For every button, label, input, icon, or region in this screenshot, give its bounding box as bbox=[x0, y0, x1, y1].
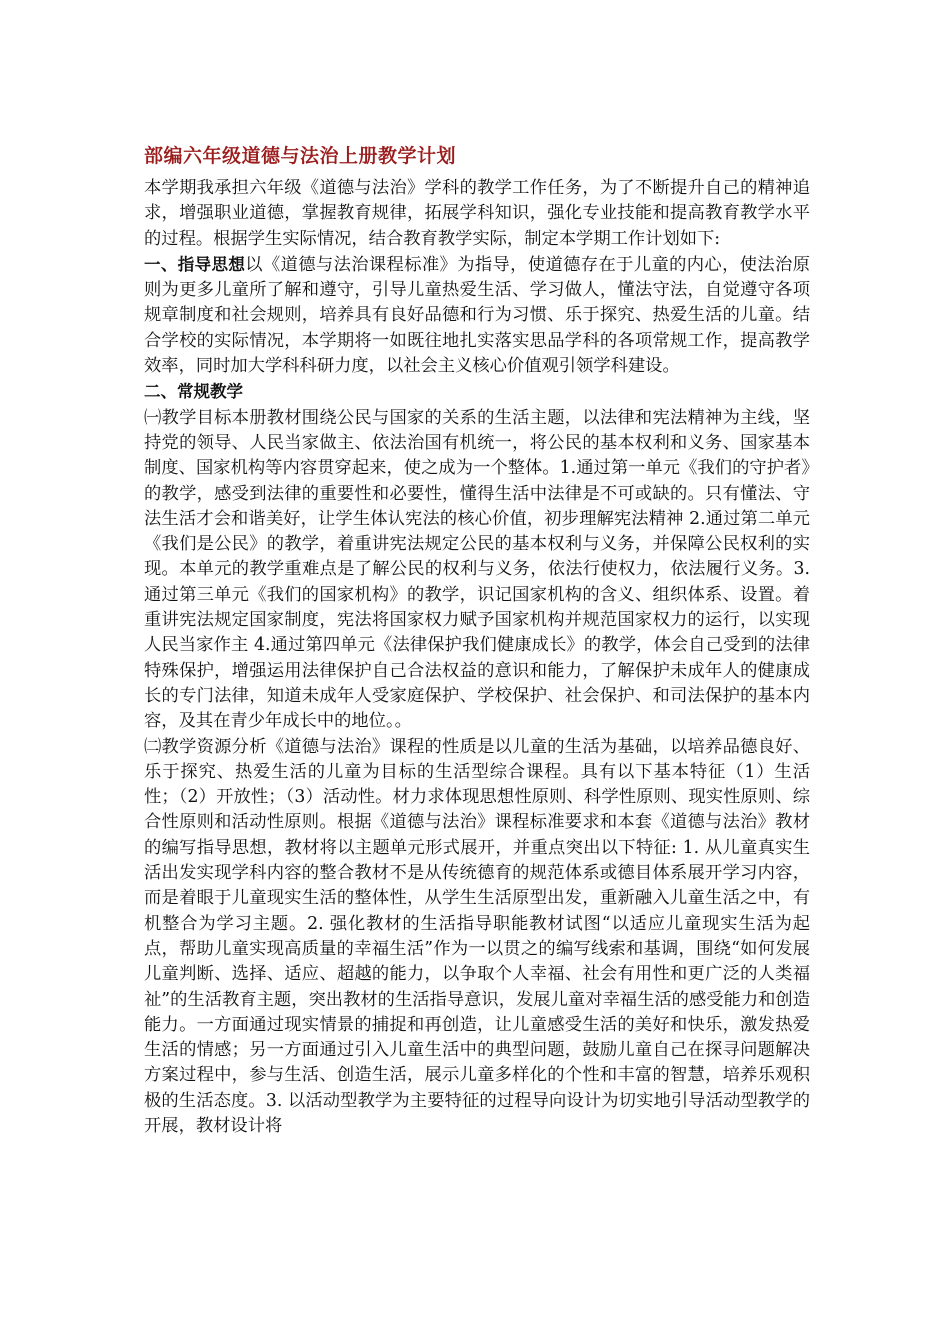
document-body bbox=[144, 176, 810, 1139]
section-guiding-thought bbox=[144, 252, 810, 379]
section-heading: 一、指导思想 bbox=[144, 254, 246, 274]
section-heading: 二、常规教学 bbox=[144, 382, 243, 402]
section-text: 以《道德与法治课程标准》为指导，使道德存在于儿童的内心，使法治原则为更多儿童所了解和遵守，引导儿童热爱生活、学习做人，懂法守法，自觉遵守各项规章制度和社会规则，培养具有良好品德和行为习惯、乐于探究、热爱生活的儿童。结合学校的实际情况，本学期将一如既往地扎实落实思品学科的各项常规工作，提高教学效率，同时加大学科科研力度，以社会主义核心价值观引领学科建设。 bbox=[144, 254, 810, 377]
intro-paragraph: 本学期我承担六年级《道德与法治》学科的教学工作任务，为了不断提升自己的精神追求，增强职业道德，掌握教育规律，拓展学科知识，强化专业技能和提高教育教学水平的过程。根据学生实际情况，结合教育教学实际，制定本学期工作计划如下: bbox=[144, 178, 810, 249]
section-regular-teaching bbox=[144, 379, 810, 405]
document-title: 部编六年级道德与法治上册教学计划 bbox=[144, 145, 457, 167]
teaching-goals-paragraph: ㈠教学目标本册教材围绕公民与国家的关系的生活主题，以法律和宪法精神为主线，坚持党的领导、人民当家做主、依法治国有机统一，将公民的基本权利和义务、国家基本制度、国家机构等内容贯穿起来，使之成为一个整体。1.通过第一单元《我们的守护者》的教学，感受到法律的重要性和必要性，懂得生活中法律是不可或缺的。只有懂法、守法生活才会和谐美好，让学生体认宪法的核心价值，初步理解宪法精神 2.通过第二单元《我们是公民》的教学，着重讲宪法规定公民的基本权利与义务，并保障公民权利的实现。本单元的教学重难点是了解公民的权利与义务，依法行使权力，依法履行义务。3.通过第三单元《我们的国家机构》的教学，识记国家机构的含义、组织体系、设置。着重讲宪法规定国家制度，宪法将国家权力赋予国家机构并规范国家权力的运行，以实现人民当家作主 4.通过第四单元《法律保护我们健康成长》的教学，体会自己受到的法律特殊保护，增强运用法律保护自己合法权益的意识和能力，了解保护未成年人的健康成长的专门法律，知道未成年人受家庭保护、学校保护、社会保护、和司法保护的基本内容，及其在青少年成长中的地位。。 bbox=[144, 407, 810, 732]
teaching-resources-paragraph: ㈡教学资源分析《道德与法治》课程的性质是以儿童的生活为基础，以培养品德良好、乐于探究、热爱生活的儿童为目标的生活型综合课程。具有以下基本特征（1）生活性；（2）开放性；（3）活动性。材力求体现思想性原则、科学性原则、现实性原则、综合性原则和活动性原则。根据《道德与法治》课程标准要求和本套《道德与法治》教材的编写指导思想，教材将以主题单元形式展开，并重点突出以下特征: 1. 从儿童真实生活出发实现学科内容的整合教材不是从传统德育的规范体系或德目体系展开学习内容，而是着眼于儿童现实生活的整体性，从学生生活原型出发，重新融入儿童生活之中，有机整合为学习主题。2. 强化教材的生活指导职能教材试图“以适应儿童现实生活为起点，帮助儿童实现高质量的幸福生活”作为一以贯之的编写线索和基调，围绕“如何发展儿童判断、选择、适应、超越的能力，以争取个人幸福、社会有用性和更广泛的人类福祉”的生活教育主题，突出教材的生活指导意识，发展儿童对幸福生活的感受能力和创造能力。一方面通过现实情景的捕捉和再创造，让儿童感受生活的美好和快乐，激发热爱生活的情感；另一方面通过引入儿童生活中的典型问题，鼓励儿童自己在探寻问题解决方案过程中，参与生活、创造生活，展示儿童多样化的个性和丰富的智慧，培养乐观积极的生活态度。3. 以活动型教学为主要特征的过程导向设计为切实地引导活动型教学的开展，教材设计将 bbox=[144, 736, 810, 1136]
